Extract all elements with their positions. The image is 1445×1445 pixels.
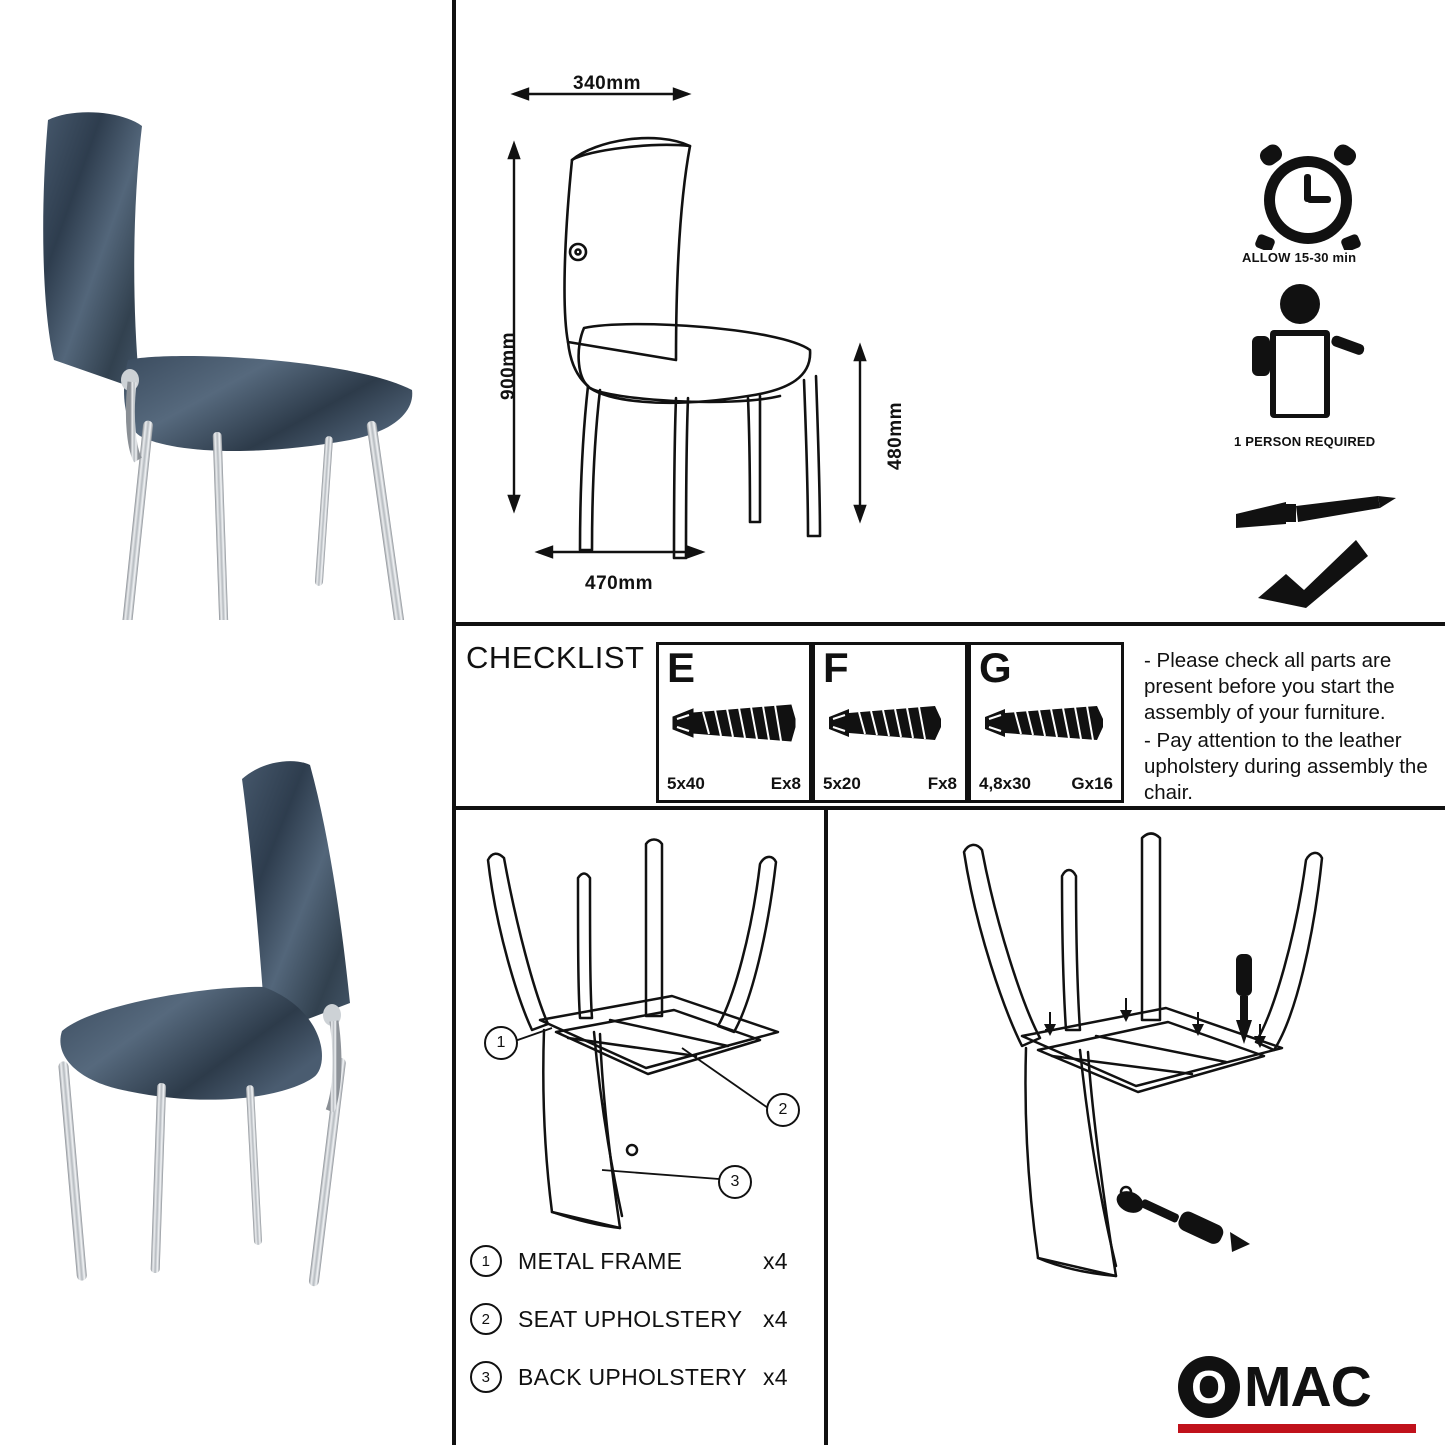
part-qty-G: Gx16 <box>1071 774 1113 793</box>
dim-width-label: 340mm <box>573 73 641 94</box>
dim-depth-label: 470mm <box>585 573 653 594</box>
part-size-E: 5x40 <box>667 774 705 793</box>
part-letter-F: F <box>823 644 849 691</box>
part-letter-G: G <box>979 644 1012 691</box>
alarm-clock-caption: ALLOW 15-30 min <box>1242 250 1357 265</box>
chair-photo-top <box>20 60 440 620</box>
checklist-note-1: - Please check all parts are present before you start the assembly of your furniture. <box>1144 649 1395 725</box>
part-size-F: 5x20 <box>823 774 861 793</box>
legend-row-1 <box>470 1245 788 1277</box>
legend-qty-3: x4 <box>763 1363 788 1390</box>
brand-logo <box>1178 1354 1371 1420</box>
legend-row-2 <box>470 1303 788 1335</box>
legend-num-1: 1 <box>470 1245 502 1277</box>
alarm-clock-icon <box>1238 140 1378 250</box>
part-size-G: 4,8x30 <box>979 774 1031 793</box>
screwdriver-check-icon <box>1228 478 1408 608</box>
checklist-part-F <box>812 642 968 803</box>
chair-photo-bottom <box>14 735 444 1315</box>
screw-icon <box>667 693 803 763</box>
checklist-note-2: - Pay attention to the leather upholstery during assembly the chair. <box>1144 729 1428 805</box>
legend-qty-2: x4 <box>763 1305 788 1332</box>
part-letter-E: E <box>667 644 696 691</box>
person-icon <box>1248 282 1378 422</box>
logo-o: O <box>1178 1356 1240 1418</box>
legend-label-3: BACK UPHOLSTERY <box>518 1363 748 1390</box>
logo-mac: MAC <box>1244 1355 1371 1419</box>
callout-1: 1 <box>484 1026 518 1060</box>
checklist-title: CHECKLIST <box>466 640 645 675</box>
legend-row-3 <box>470 1361 788 1393</box>
step2-drawing <box>930 820 1350 1340</box>
step1-callout-lines <box>460 820 820 1240</box>
part-qty-F: Fx8 <box>927 774 957 793</box>
part-qty-E: Ex8 <box>770 774 801 793</box>
legend-label-2: SEAT UPHOLSTERY <box>518 1305 743 1332</box>
screw-icon <box>979 693 1115 763</box>
legend-num-3: 3 <box>470 1361 502 1393</box>
screw-icon <box>823 693 959 763</box>
checklist-part-E <box>656 642 812 803</box>
callout-2: 2 <box>766 1093 800 1127</box>
dim-seat-height-label: 480mm <box>885 402 906 470</box>
legend-label-1: METAL FRAME <box>518 1247 683 1274</box>
dim-height-label: 900mm <box>498 332 519 400</box>
checklist-part-G <box>968 642 1124 803</box>
person-caption: 1 PERSON REQUIRED <box>1234 434 1376 449</box>
legend-qty-1: x4 <box>763 1247 788 1274</box>
divider-vertical-steps <box>824 806 828 1445</box>
logo-accent-bar <box>1178 1424 1416 1433</box>
legend-num-2: 2 <box>470 1303 502 1335</box>
callout-3: 3 <box>718 1165 752 1199</box>
dimension-arrows <box>452 60 922 630</box>
